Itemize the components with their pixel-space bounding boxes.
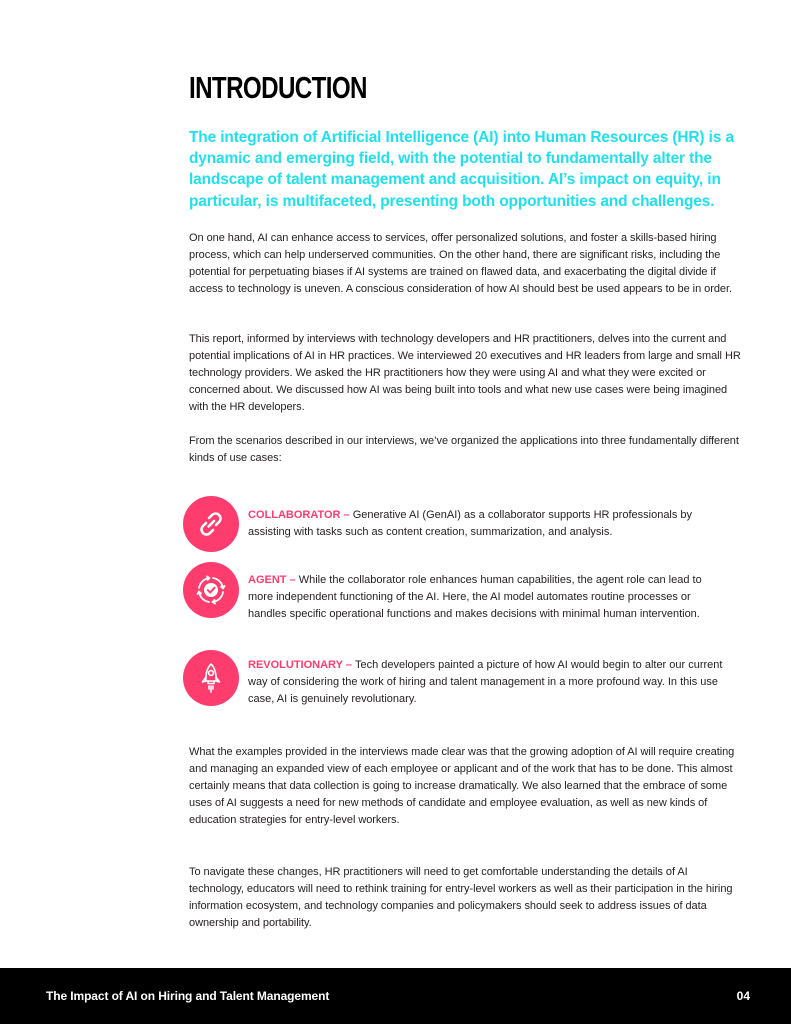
use-case-text bbox=[248, 572, 728, 623]
use-case-text bbox=[248, 507, 728, 541]
body-paragraph-2: This report, informed by interviews with technology developers and HR practitioners, delves into the current and potential implications of AI in HR practices. We interviewed 20 executives and HR leaders from large and small HR technology providers. We asked the HR practitioners how they were using AI and what they were excited or concerned about. We discussed how AI was being built into tools and what new use cases were being imagined with the HR developers. bbox=[189, 333, 741, 414]
page-title: INTRODUCTION bbox=[189, 70, 367, 105]
use-case-label: REVOLUTIONARY – bbox=[248, 659, 355, 671]
body-paragraph-3: From the scenarios described in our interviews, we’ve organized the applications into three fundamentally different kinds of use cases: bbox=[189, 435, 739, 465]
page-number: 04 bbox=[736, 989, 750, 1003]
use-case-label: COLLABORATOR – bbox=[248, 509, 353, 521]
closing-paragraph-1: What the examples provided in the interviews made clear was that the growing adoption of AI will require creating and managing an expanded view of each employee or applicant and of the work that has to be done. This almost certainly means that data collection is going to increase dramatically. We also learned that the embrace of some uses of AI suggests a need for new methods of candidate and employee evaluation, as well as new kinds of education strategies for entry-level workers. bbox=[189, 746, 735, 827]
cycle-check-icon bbox=[183, 562, 239, 618]
use-case-description: Generative AI (GenAI) as a collaborator supports HR professionals by assisting with tasks such as content creation, summarization, and analysis. bbox=[248, 509, 693, 539]
use-case-description: Tech developers painted a picture of how AI would begin to alter our current way of considering the work of hiring and talent management in a more profound way. In this use case, AI is genuinely revolutionary. bbox=[248, 659, 723, 706]
use-case-label: AGENT – bbox=[248, 574, 299, 586]
footer-title: The Impact of AI on Hiring and Talent Management bbox=[46, 989, 330, 1003]
use-case-description: While the collaborator role enhances human capabilities, the agent role can lead to more independent functioning of the AI. Here, the AI model automates routine processes or handles specific operational functions and makes decisions with minimal human intervention. bbox=[248, 574, 702, 621]
rocket-icon bbox=[183, 650, 239, 706]
use-case-text bbox=[248, 657, 728, 708]
link-icon bbox=[183, 496, 239, 552]
closing-paragraph-2: To navigate these changes, HR practitioners will need to get comfortable understanding the details of AI technology, educators will need to rethink training for entry-level workers as well as their participation in the hiring information ecosystem, and technology companies and policymakers should seek to address issues of data ownership and portability. bbox=[189, 866, 733, 930]
body-paragraph-1: On one hand, AI can enhance access to services, offer personalized solutions, and foster a skills-based hiring process, which can help underserved communities. On the other hand, there are significant risks, including the potential for perpetuating biases if AI systems are trained on flawed data, and exacerbating the digital divide if access to technology is uneven. A conscious consideration of how AI should best be used appears to be in order. bbox=[189, 232, 732, 296]
page-footer bbox=[0, 968, 791, 1024]
lead-paragraph: The integration of Artificial Intelligence (AI) into Human Resources (HR) is a dynamic and emerging field, with the potential to fundamentally alter the landscape of talent management and acquisition. AI’s impact on equity, in particular, is multifaceted, presenting both opportunities and challenges. bbox=[189, 129, 734, 210]
